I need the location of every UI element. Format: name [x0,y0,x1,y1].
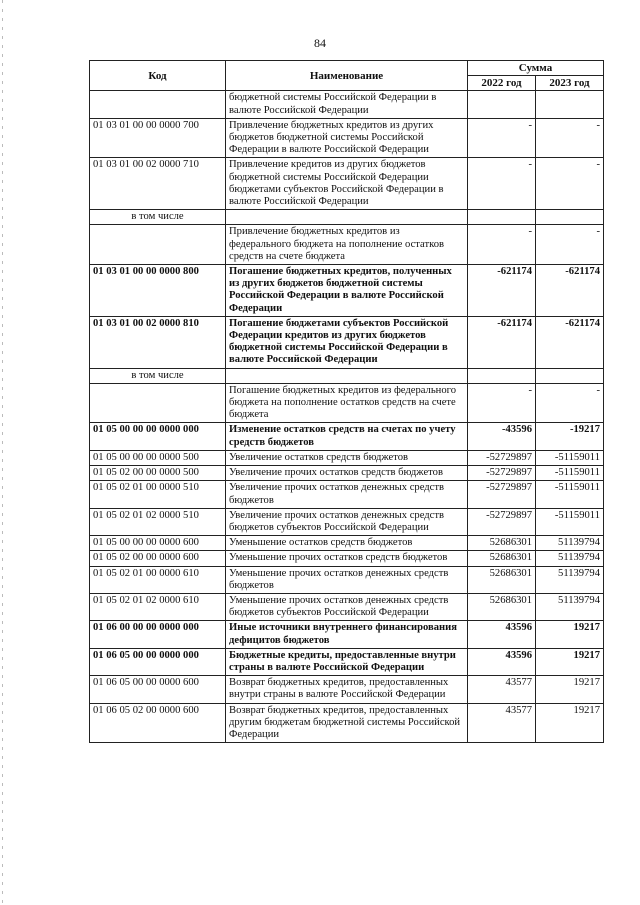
row-code: 01 05 02 01 02 0000 610 [90,593,226,620]
table-row [90,676,604,703]
table-row [90,265,604,317]
table-row [90,551,604,566]
table-row [90,481,604,508]
row-name: Привлечение кредитов из других бюджетов бюджетной системы Российской Федерации бюджетами субъектов Российской Федерации в валюте Российской Федерации [226,158,468,210]
table-row [90,648,604,675]
row-amount-2022 [468,91,536,118]
row-name: Уменьшение прочих остатков средств бюджетов [226,551,468,566]
row-amount-2022: 43596 [468,621,536,648]
table-row [90,210,604,225]
row-amount-2022: 43577 [468,703,536,743]
row-name: Увеличение прочих остатков денежных средств бюджетов [226,481,468,508]
row-amount-2023: -51159011 [536,481,604,508]
row-amount-2023 [536,91,604,118]
row-code [90,91,226,118]
table-body [90,91,604,743]
row-name: Уменьшение остатков средств бюджетов [226,536,468,551]
row-code: 01 05 00 00 00 0000 500 [90,450,226,465]
row-code: 01 05 02 01 00 0000 610 [90,566,226,593]
table-row [90,118,604,158]
row-name: Бюджетные кредиты, предоставленные внутри страны в валюте Российской Федерации [226,648,468,675]
table-row [90,508,604,535]
row-code: 01 05 02 01 02 0000 510 [90,508,226,535]
table-row [90,158,604,210]
row-amount-2022: - [468,118,536,158]
subgroup-label: в том числе [90,210,226,225]
header-year-2022: 2022 год [468,76,536,91]
row-code: 01 05 00 00 00 0000 000 [90,423,226,450]
table-row [90,703,604,743]
header-sum: Сумма [468,61,604,76]
row-name: Привлечение бюджетных кредитов из других бюджетов бюджетной системы Российской Федерации в валюте Российской Федерации [226,118,468,158]
row-name: Возврат бюджетных кредитов, предоставленных другим бюджетам бюджетной системы Российской Федерации [226,703,468,743]
table-row [90,566,604,593]
row-amount-2022: 52686301 [468,551,536,566]
row-amount-2022: -52729897 [468,466,536,481]
row-name: Привлечение бюджетных кредитов из федерального бюджета на пополнение остатков средств на счете бюджета [226,225,468,265]
row-name: Изменение остатков средств на счетах по учету средств бюджетов [226,423,468,450]
row-amount-2022: -52729897 [468,450,536,465]
row-amount-2022: 43577 [468,676,536,703]
row-amount-2023 [536,210,604,225]
row-amount-2023: 19217 [536,676,604,703]
row-name: Уменьшение прочих остатков денежных средств бюджетов субъектов Российской Федерации [226,593,468,620]
row-amount-2022: 52686301 [468,593,536,620]
row-amount-2023: 19217 [536,621,604,648]
row-amount-2022: 52686301 [468,566,536,593]
row-amount-2022: 52686301 [468,536,536,551]
row-code: 01 05 02 01 00 0000 510 [90,481,226,508]
row-amount-2023: 51139794 [536,566,604,593]
budget-sources-table [89,60,604,743]
scan-edge-artifact [2,0,3,905]
row-amount-2022: -43596 [468,423,536,450]
table-row [90,593,604,620]
row-amount-2022: - [468,383,536,423]
row-name: бюджетной системы Российской Федерации в валюте Российской Федерации [226,91,468,118]
header-name: Наименование [226,61,468,91]
row-amount-2023: 19217 [536,703,604,743]
row-amount-2023 [536,368,604,383]
row-name: Уменьшение прочих остатков денежных средств бюджетов [226,566,468,593]
row-name: Увеличение прочих остатков средств бюджетов [226,466,468,481]
row-amount-2023: 51139794 [536,593,604,620]
row-name [226,368,468,383]
header-code: Код [90,61,226,91]
row-amount-2022: -52729897 [468,481,536,508]
row-name: Иные источники внутреннего финансирования дефицитов бюджетов [226,621,468,648]
row-amount-2022: -621174 [468,265,536,317]
row-amount-2022: -621174 [468,316,536,368]
row-amount-2023: -19217 [536,423,604,450]
row-name: Увеличение остатков средств бюджетов [226,450,468,465]
table-row [90,621,604,648]
table-row [90,383,604,423]
row-code: 01 06 05 00 00 0000 000 [90,648,226,675]
table-row [90,423,604,450]
row-code: 01 05 00 00 00 0000 600 [90,536,226,551]
row-amount-2023: 19217 [536,648,604,675]
row-amount-2023: -51159011 [536,450,604,465]
row-name: Погашение бюджетных кредитов, полученных из других бюджетов бюджетной системы Российской Федерации в валюте Российской Федерации [226,265,468,317]
row-code [90,225,226,265]
row-amount-2023: -621174 [536,265,604,317]
row-amount-2022: -52729897 [468,508,536,535]
row-code [90,383,226,423]
table-row [90,450,604,465]
row-amount-2023: - [536,383,604,423]
row-name: Погашение бюджетных кредитов из федерального бюджета на пополнение остатков средств на счете бюджета [226,383,468,423]
row-amount-2023: - [536,118,604,158]
row-code: 01 06 05 02 00 0000 600 [90,703,226,743]
table-row [90,368,604,383]
table-row [90,536,604,551]
row-amount-2023: 51139794 [536,551,604,566]
row-code: 01 06 00 00 00 0000 000 [90,621,226,648]
header-year-2023: 2023 год [536,76,604,91]
row-amount-2023: - [536,158,604,210]
row-code: 01 03 01 00 00 0000 800 [90,265,226,317]
row-code: 01 03 01 00 00 0000 700 [90,118,226,158]
table-row [90,91,604,118]
row-code: 01 03 01 00 02 0000 810 [90,316,226,368]
row-name: Погашение бюджетами субъектов Российской Федерации кредитов из других бюджетов бюджетной системы Российской Федерации в валюте Российской Федерации [226,316,468,368]
row-name [226,210,468,225]
row-code: 01 06 05 00 00 0000 600 [90,676,226,703]
table-row [90,466,604,481]
page-number: 84 [314,36,326,50]
row-amount-2022: 43596 [468,648,536,675]
row-amount-2022 [468,368,536,383]
row-amount-2023: 51139794 [536,536,604,551]
row-amount-2023: -51159011 [536,508,604,535]
row-code: 01 03 01 00 02 0000 710 [90,158,226,210]
subgroup-label: в том числе [90,368,226,383]
row-amount-2022 [468,210,536,225]
row-amount-2022: - [468,158,536,210]
row-code: 01 05 02 00 00 0000 600 [90,551,226,566]
row-name: Увеличение прочих остатков денежных средств бюджетов субъектов Российской Федерации [226,508,468,535]
row-name: Возврат бюджетных кредитов, предоставленных внутри страны в валюте Российской Федерации [226,676,468,703]
row-code: 01 05 02 00 00 0000 500 [90,466,226,481]
row-amount-2023: -621174 [536,316,604,368]
table-row [90,225,604,265]
table-row [90,316,604,368]
row-amount-2022: - [468,225,536,265]
row-amount-2023: - [536,225,604,265]
row-amount-2023: -51159011 [536,466,604,481]
